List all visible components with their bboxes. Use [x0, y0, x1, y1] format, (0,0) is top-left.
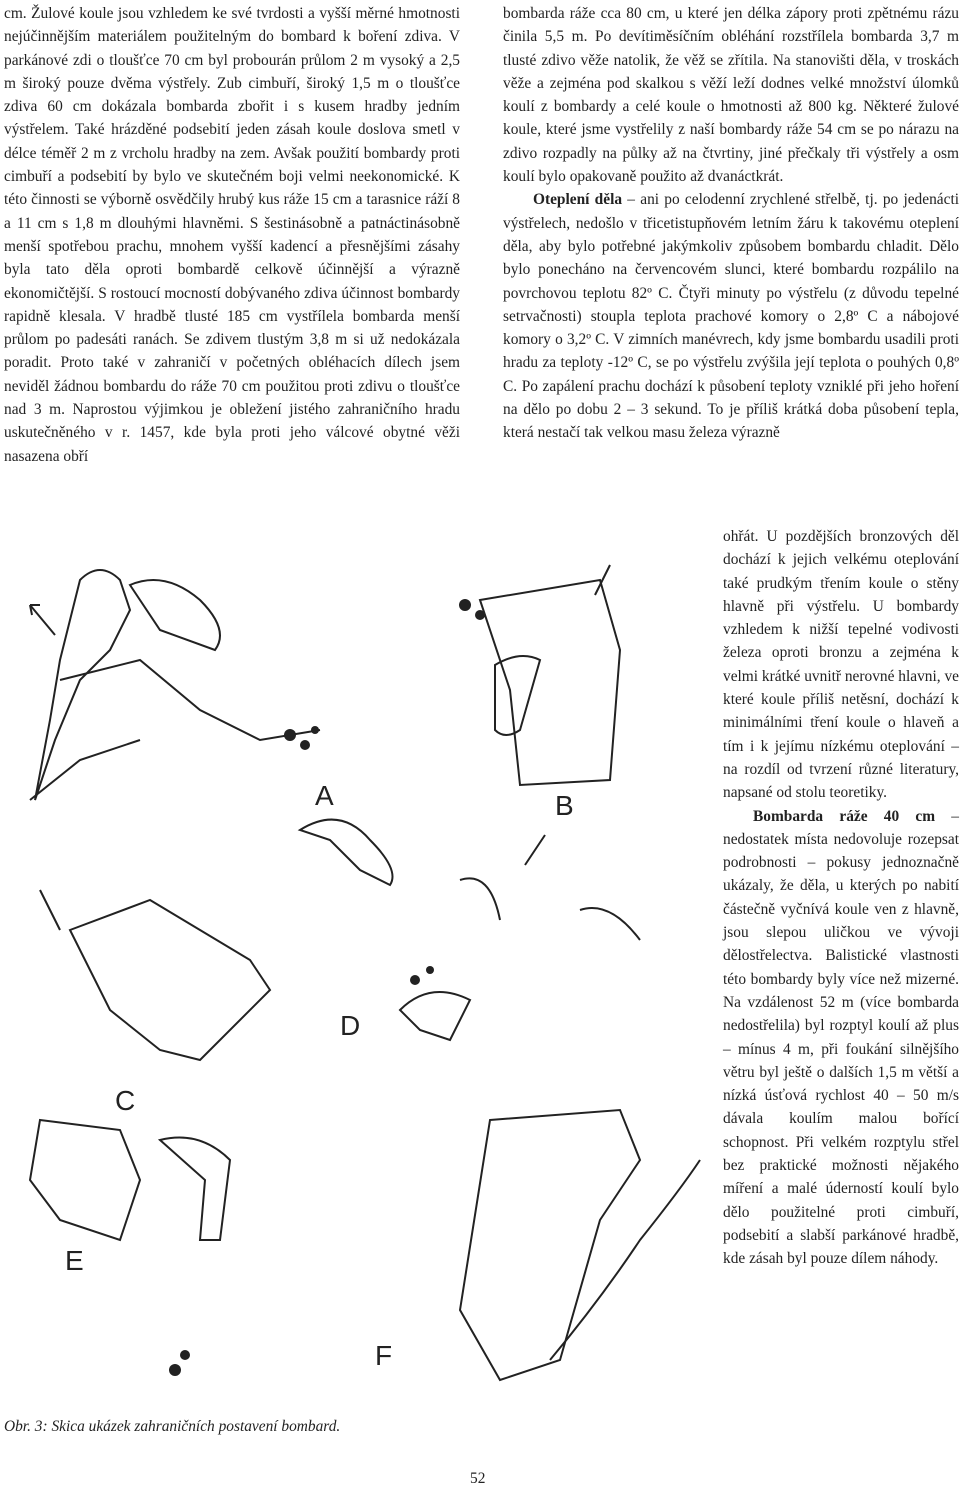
figure-label-a: A [315, 780, 334, 811]
run-in-heading: Oteplení děla [533, 191, 623, 209]
figure-label-d: D [340, 1010, 361, 1041]
figure-label-f: F [375, 1340, 393, 1371]
sketch-b [480, 565, 620, 785]
figure-label-c: C [115, 1085, 136, 1116]
figure-label-b: B [555, 790, 574, 821]
figure-label-e: E [65, 1245, 84, 1276]
paragraph-text: – nedostatek místa nedovoluje rozepsat podrobnosti – pokusy jednoznačně ukázaly, že děla, u kterých po nabití částečně vyčnívá koule ven z hlavně, jsou slepou uličkou ve vývoji dělostřelectva. Balistické vlastnosti této bombardy byly více než mizerné. Na vzdálenost 52 m (více bombarda nedostřelila) byl rozptyl koulí až plus – mínus 4 m, při foukání silnějšího větru byl ještě o dalších 1,5 m větší a nízká úsťová rychlost 40 – 50 m/s dávala koulím malou bořící schopnost. Při velkém rozptylu střel bez praktické možnosti nějakého míření a malé úderností koulí bylo dělo použitelné proti cimbuří, podsebití a slabší parkánové hradbě, kde zásah byl pouze dílem náhody. [723, 807, 959, 1268]
paragraph: ohřát. U pozdějších bronzových děl dochází k jejich velkému oteplování také prudkým třením koule o stěny hlavně při výstřelu. U bombardy vzhledem k nižší tepelné vodivosti železa oproti bronzu a zejména k velmi krátké uvnitř nerovné hlavni, ve které koule příliš netěsní, dochází k minimálními tření koule o hlaveň a tím i k jejímu nízkému oteplování – na rozdíl od tvrzení různé literatury, napsané od stolu teoretiky. [723, 528, 959, 802]
figure-caption: Obr. 3: Skica ukázek zahraničních postavení bombard. [4, 1418, 341, 1435]
paragraph: cm. Žulové koule jsou vzhledem ke své tvrdosti a vyšší měrné hmotnosti nejúčinnějším materiálem použitelným do bombard k boření zdiva. V parkánové zdi o tloušťce 70 cm byl probourán průlom 2 m vysoký a 2,5 m široký pouze dvěma výstřely. Zub cimbuří, široký 1,5 m o tloušťce zdiva 60 cm dokázala bombarda zbořit i s kusem hradby jedním výstřelem. Také hrázděné podsebití jeden zásah koule doslova smetl v délce téměř 2 m z vrcholu hradby na zem. Avšak použití bombardy proti cimbuří a podsebití by bylo ve skutečném boji velmi neekonomické. K této činnosti se výborně osvědčily hrubý kus ráže 15 cm a tarasnice ráží 8 a 11 cm s 1,8 m dlouhými hlavněmi. S šestinásobně a patnáctinásobně menší spotřebou prachu, mnohem vyšší kadencí a přesnějšími zásahy byla tato děla oproti bombardě celkově účinnější a výrazně ekonomičtější. S rostoucí mocností dobývaného zdiva účinnost bombardy rapidně klesala. V hradbě tlusté 185 cm vystřílela bombarda menší průlom po padesáti ranách. Se zdivem tlustým 3,8 m si už nedokázala poradit. Proto také v zahraničí v početných obléhacích dílech jsem neviděl žádnou bombardu do ráže 70 cm použitou proti zdivu o tloušťce nad 3 m. Naprostou výjimkou je obležení jistého zahraničního hradu uskutečněného v r. 1457, kde byla proti jeho válcové obytné věži nasazena obří [4, 5, 460, 465]
paragraph-text: – ani po celodenní zrychlené střelbě, tj. po jedenácti výstřelech, nedošlo v třicetistupňovém letním žáru k takovému oteplení děla, aby bylo potřebné jakýmkoliv způsobem bombardu chladit. Dělo bylo ponecháno na červencovém slunci, které bombardu rozpálilo na povrchovou teplotu 82º C. Čtyři minuty po výstřelu (z důvodu tepelné setrvačnosti) stoupla teplota prachové komory o 2,8º C a nábojové komory o 3,2º C. V zimních manévrech, kdy jsme bombardu usadili proti hradu za teploty -12º C, se po výstřelu zvýšila její teplota o pouhých 0,8º C. Po zapálení prachu dochází k působení teploty vzniklé při jeho hoření na dělo po dobu 2 – 3 sekund. To je příliš krátká doba působení tepla, která nestačí tak velkou masu železa výrazně [503, 191, 959, 442]
left-column-text [4, 2, 460, 468]
sketch-d [300, 820, 640, 1040]
right-narrow-column-text [723, 525, 959, 1271]
paragraph-heating [503, 188, 959, 444]
page-number: 52 [470, 1470, 486, 1487]
sketch-e [30, 1120, 230, 1240]
paragraph: bombarda ráže cca 80 cm, u které jen délka zápory proti zpětnému rázu činila 5,5 m. Po devítiměsíčním obléhání rozstřílela bombarda 3,7 m tlusté zdivo věže natolik, že věž se zřítila. Na stanovišti děla, v troskách věže a zejména pod skalkou s věží leží dodnes velké množství úlomků koulí z bombardy a celé koule o hmotnosti až 800 kg. Některé žulové koule, které jsme vystřelily z naší bombardy ráže 54 cm se po nárazu na zdivo rozpadly na půlky až na čtvrtiny, jiné přečkaly tři výstřely a osm koulí bylo opakovaně použito až dvanáctkrát. [503, 5, 959, 186]
sketch-a [30, 570, 320, 800]
sketch-figure [0, 540, 720, 1420]
right-column-text [503, 2, 959, 445]
paragraph-bombard-40 [723, 805, 959, 1271]
run-in-heading: Bombarda ráže 40 cm [753, 807, 936, 825]
sketch-f [460, 835, 700, 1380]
sketch-c [40, 890, 270, 1060]
